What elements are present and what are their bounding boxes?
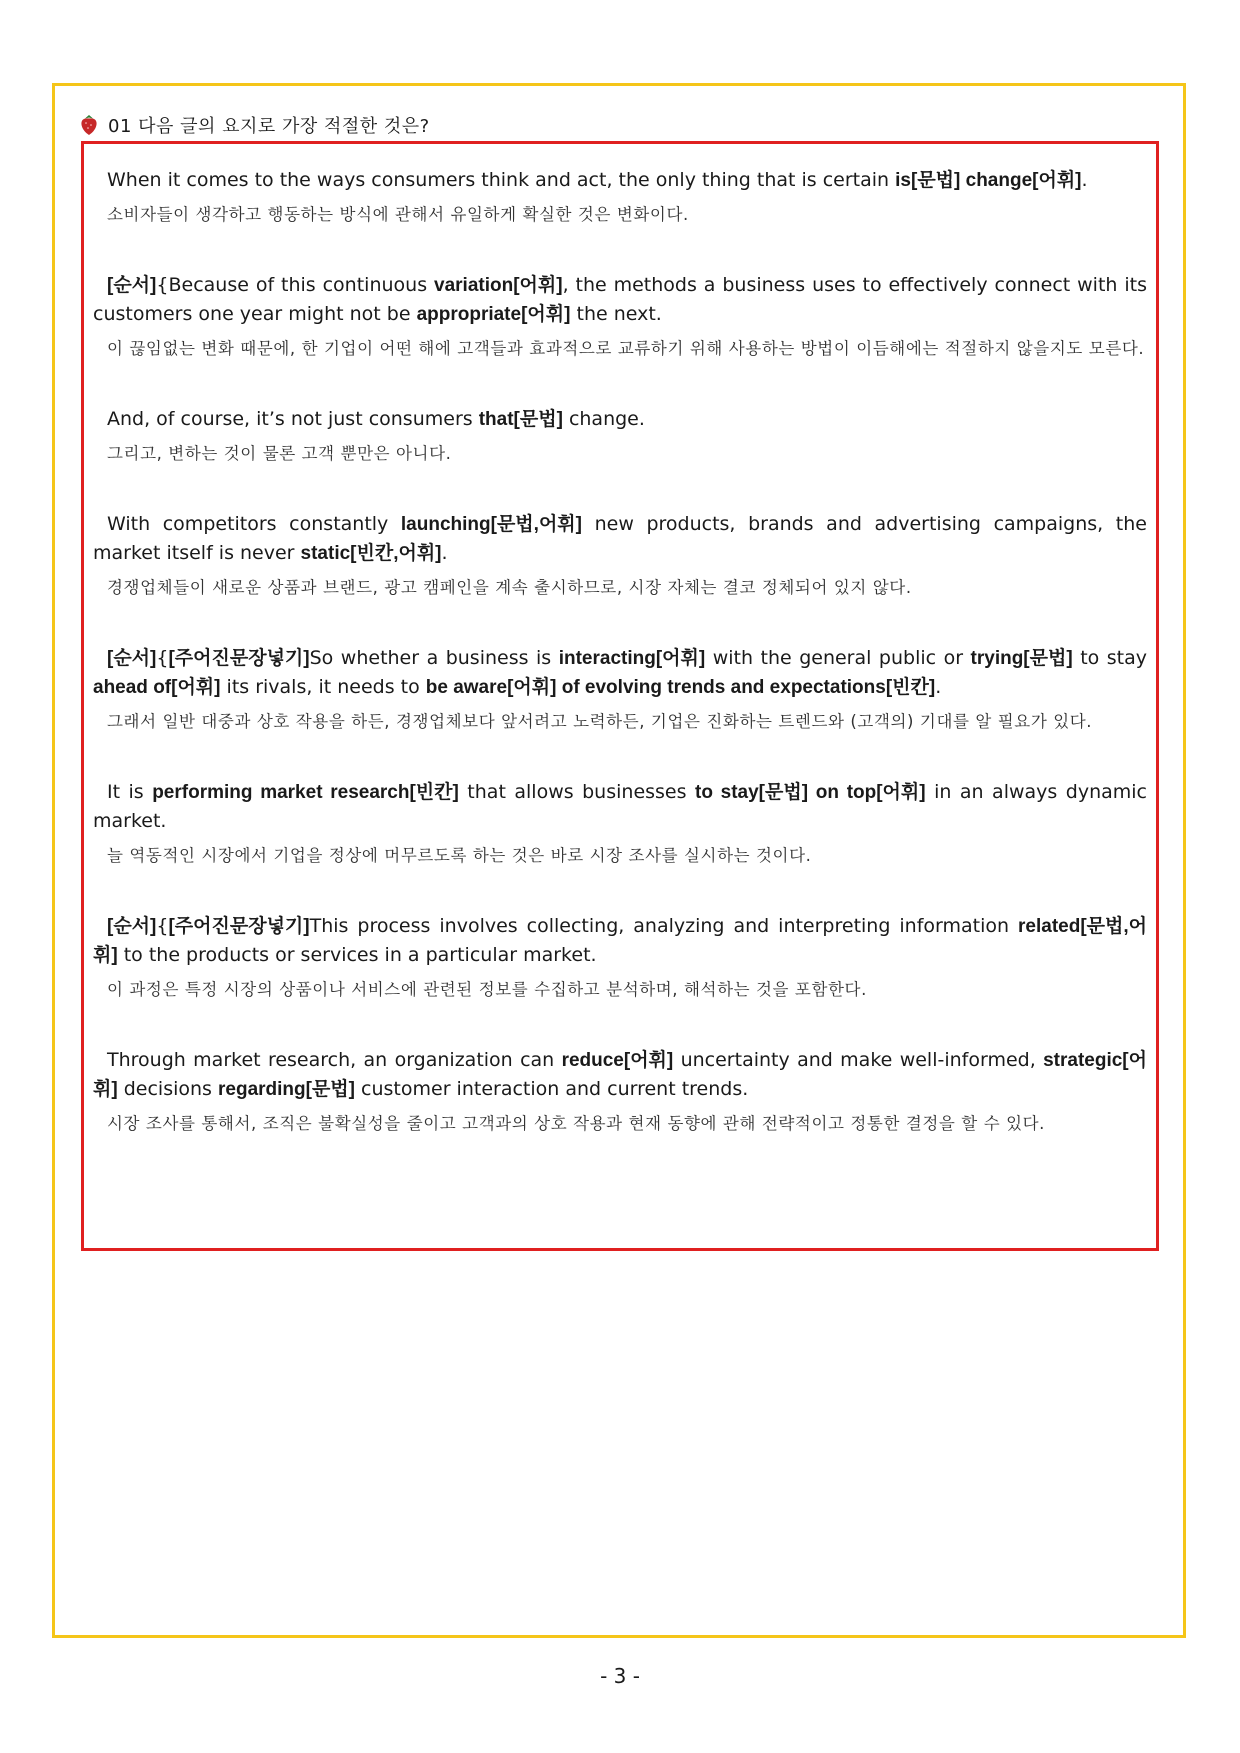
sentence-text: to stay bbox=[1072, 647, 1148, 669]
passage-paragraph bbox=[93, 510, 1147, 602]
sentence-text: With competitors constantly bbox=[107, 513, 401, 535]
korean-translation: 그래서 일반 대중과 상호 작용을 하든, 경쟁업체보다 앞서려고 노력하든, 기업은 진화하는 트렌드와 (고객의) 기대를 알 필요가 있다. bbox=[107, 712, 1093, 731]
sentence-text: customer interaction and current trends. bbox=[355, 1078, 749, 1100]
passage-paragraph bbox=[93, 778, 1147, 870]
sentence-text: { bbox=[156, 647, 169, 669]
annotated-term: [주어진문장넣기] bbox=[168, 916, 310, 937]
annotated-term: [순서] bbox=[107, 648, 157, 669]
english-sentence bbox=[93, 644, 1147, 702]
annotated-term: to stay[문법] on top[어휘] bbox=[695, 782, 926, 803]
sentence-text: {Because of this continuous bbox=[156, 274, 435, 296]
sentence-text: . bbox=[935, 676, 942, 698]
annotated-term: ahead of[어휘] bbox=[93, 677, 221, 698]
korean-translation: 늘 역동적인 시장에서 기업을 정상에 머무르도록 하는 것은 바로 시장 조사를 실시하는 것이다. bbox=[107, 846, 812, 865]
english-sentence bbox=[93, 166, 1147, 195]
annotated-term: reduce[어휘] bbox=[561, 1050, 674, 1071]
korean-translation: 경쟁업체들이 새로운 상품과 브랜드, 광고 캠페인을 계속 출시하므로, 시장 자체는 결코 정체되어 있지 않다. bbox=[107, 578, 912, 597]
sentence-text: in an always dynamic market. bbox=[93, 781, 1148, 832]
english-sentence bbox=[93, 778, 1147, 836]
passage-paragraph bbox=[93, 1046, 1147, 1138]
sentence-text: So whether a business is bbox=[309, 647, 559, 669]
korean-translation: 그리고, 변하는 것이 물론 고객 뿐만은 아니다. bbox=[107, 444, 452, 463]
annotated-term: regarding[문법] bbox=[218, 1079, 355, 1100]
passage-paragraph bbox=[93, 644, 1147, 736]
english-sentence bbox=[93, 912, 1147, 970]
sentence-text: its rivals, it needs to bbox=[220, 676, 426, 698]
english-sentence bbox=[93, 405, 1147, 434]
annotated-term: [순서] bbox=[107, 916, 157, 937]
question-header bbox=[80, 110, 430, 140]
annotated-term: static[빈칸,어휘] bbox=[300, 543, 442, 564]
annotated-term: appropriate[어휘] bbox=[416, 304, 571, 325]
annotated-term: [순서] bbox=[107, 275, 157, 296]
annotated-term: strategic[어휘] bbox=[93, 1050, 1147, 1100]
sentence-text: . bbox=[441, 542, 448, 564]
korean-translation: 시장 조사를 통해서, 조직은 불확실성을 줄이고 고객과의 상호 작용과 현재 동향에 관해 전략적이고 정통한 결정을 할 수 있다. bbox=[107, 1114, 1046, 1133]
sentence-text: When it comes to the ways consumers think and act, the only thing that is certain bbox=[107, 169, 896, 191]
sentence-text: change. bbox=[562, 408, 645, 430]
sentence-text: new products, brands and advertising campaigns, the market itself is never bbox=[93, 513, 1147, 564]
passage-paragraph bbox=[93, 271, 1147, 363]
sentence-text: . bbox=[1081, 169, 1088, 191]
sentence-text: that allows businesses bbox=[458, 781, 695, 803]
korean-translation: 이 끊임없는 변화 때문에, 한 기업이 어떤 해에 고객들과 효과적으로 교류하기 위해 사용하는 방법이 이듬해에는 적절하지 않을지도 모른다. bbox=[107, 339, 1145, 358]
annotated-term: variation[어휘] bbox=[434, 275, 563, 296]
annotated-term: interacting[어휘] bbox=[558, 648, 706, 669]
annotated-term: be aware[어휘] of evolving trends and expectations[빈칸] bbox=[425, 677, 936, 698]
annotated-term: that[문법] bbox=[478, 409, 563, 430]
passage-box bbox=[81, 141, 1159, 1251]
korean-translation: 이 과정은 특정 시장의 상품이나 서비스에 관련된 정보를 수집하고 분석하며, 해석하는 것을 포함한다. bbox=[107, 980, 867, 999]
annotated-term: related[문법,어휘] bbox=[93, 916, 1147, 966]
passage-paragraph bbox=[93, 405, 1147, 468]
sentence-text: uncertainty and make well-informed, bbox=[673, 1049, 1044, 1071]
sentence-text: Through market research, an organization can bbox=[107, 1049, 562, 1071]
sentence-text: { bbox=[156, 915, 169, 937]
sentence-text: decisions bbox=[117, 1078, 218, 1100]
sentence-text: It is bbox=[107, 781, 153, 803]
sentence-text: This process involves collecting, analyzing and interpreting information bbox=[309, 915, 1019, 937]
passage-paragraph bbox=[93, 166, 1147, 229]
annotated-term: is[문법] change[어휘] bbox=[895, 170, 1082, 191]
question-text: 01 다음 글의 요지로 가장 적절한 것은? bbox=[108, 116, 430, 137]
english-sentence bbox=[93, 271, 1147, 329]
annotated-term: trying[문법] bbox=[970, 648, 1073, 669]
page-number: - 3 - bbox=[600, 1664, 640, 1688]
annotated-term: performing market research[빈칸] bbox=[152, 782, 459, 803]
annotated-term: launching[문법,어휘] bbox=[400, 514, 582, 535]
annotated-term: [주어진문장넣기] bbox=[168, 648, 310, 669]
sentence-text: with the general public or bbox=[705, 647, 971, 669]
english-sentence bbox=[93, 510, 1147, 568]
english-sentence bbox=[93, 1046, 1147, 1104]
korean-translation: 소비자들이 생각하고 행동하는 방식에 관해서 유일하게 확실한 것은 변화이다. bbox=[107, 205, 689, 224]
sentence-text: to the products or services in a particular market. bbox=[117, 944, 597, 966]
passage-paragraph bbox=[93, 912, 1147, 1004]
sentence-text: And, of course, it’s not just consumers bbox=[107, 408, 479, 430]
sentence-text: , the methods a business uses to effectively connect with its customers one year might not be bbox=[93, 274, 1147, 325]
sentence-text: the next. bbox=[570, 303, 662, 325]
strawberry-icon bbox=[80, 114, 98, 136]
